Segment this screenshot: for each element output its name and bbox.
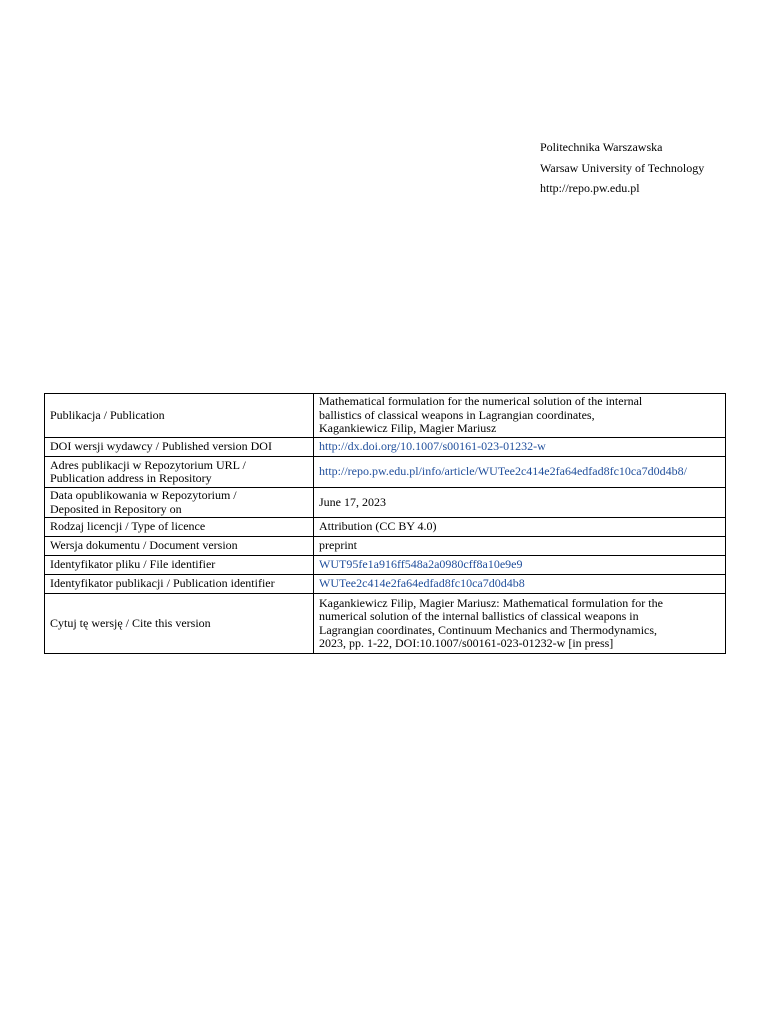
- publication-value: [314, 394, 726, 438]
- repository-url[interactable]: http://repo.pw.edu.pl: [540, 181, 640, 195]
- publication-label: Publikacja / Publication: [45, 394, 314, 438]
- deposited-label: [45, 488, 314, 518]
- citation-line: Kagankiewicz Filip, Magier Mariusz: Mathematical formulation for the: [319, 595, 663, 610]
- citation-line: numerical solution of the internal ballistics of classical weapons in: [319, 609, 639, 623]
- publication-identifier-label: Identyfikator publikacji / Publication identifier: [45, 575, 314, 594]
- licence-label: Rodzaj licencji / Type of licence: [45, 518, 314, 537]
- file-identifier-link[interactable]: WUT95fe1a916ff548a2a0980cff8a10e9e9: [319, 557, 523, 572]
- row-licence: [45, 518, 726, 537]
- repository-url-label: [45, 457, 314, 488]
- publication-authors-line: Kagankiewicz Filip, Magier Mariusz: [319, 421, 497, 436]
- row-publication: [45, 394, 726, 438]
- row-deposited: [45, 488, 726, 518]
- publication-metadata-table: [44, 393, 726, 654]
- repository-article-link[interactable]: http://repo.pw.edu.pl/info/article/WUTee2c414e2fa64edfad8fc10ca7d0d4b8/: [319, 464, 687, 479]
- file-identifier-label: Identyfikator pliku / File identifier: [45, 556, 314, 575]
- row-repository-url: [45, 457, 726, 488]
- institution-block: [540, 137, 704, 199]
- citation-line: Lagrangian coordinates, Continuum Mechanics and Thermodynamics,: [319, 622, 658, 637]
- row-cite: [45, 594, 726, 654]
- deposited-label-line: Deposited in Repository on: [50, 501, 182, 516]
- publication-title-line: ballistics of classical weapons in Lagrangian coordinates,: [319, 407, 595, 422]
- row-publication-identifier: [45, 575, 726, 594]
- institution-name-polish: Politechnika Warszawska: [540, 140, 663, 154]
- repository-url-label-line: Publication address in Repository: [50, 471, 212, 485]
- document-version-value: preprint: [314, 537, 726, 556]
- deposited-label-line: Data opublikowania w Repozytorium /: [50, 488, 237, 502]
- cite-value: [314, 594, 726, 654]
- cite-label: Cytuj tę wersję / Cite this version: [45, 594, 314, 654]
- repository-url-label-line: Adres publikacji w Repozytorium URL /: [50, 457, 246, 472]
- institution-name-english: Warsaw University of Technology: [540, 160, 705, 175]
- row-file-identifier: [45, 556, 726, 575]
- row-doi: [45, 438, 726, 457]
- publication-title-line: Mathematical formulation for the numerical solution of the internal: [319, 394, 643, 409]
- doi-label: DOI wersji wydawcy / Published version DOI: [45, 438, 314, 457]
- deposited-date: June 17, 2023: [314, 488, 726, 518]
- doi-link[interactable]: http://dx.doi.org/10.1007/s00161-023-01232-w: [319, 439, 546, 454]
- document-version-label: Wersja dokumentu / Document version: [45, 537, 314, 556]
- licence-value: Attribution (CC BY 4.0): [314, 518, 726, 537]
- citation-line: 2023, pp. 1-22, DOI:10.1007/s00161-023-01232-w [in press]: [319, 636, 614, 650]
- row-document-version: [45, 537, 726, 556]
- publication-identifier-link[interactable]: WUTee2c414e2fa64edfad8fc10ca7d0d4b8: [319, 576, 525, 591]
